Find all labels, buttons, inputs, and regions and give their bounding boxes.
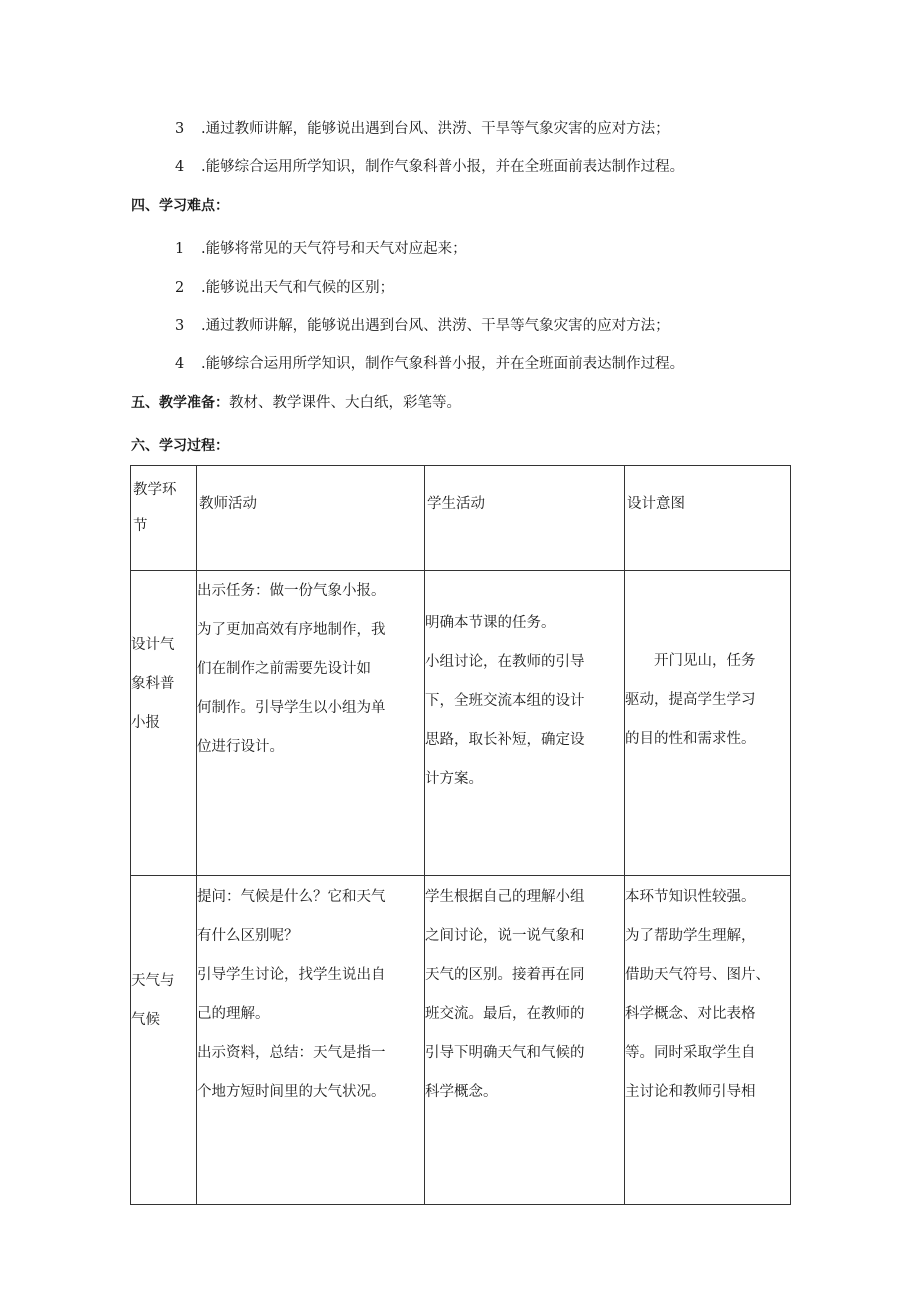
preparation-text: 教材、教学课件、大白纸，彩笔等。 [229,395,461,411]
student-line: 学生根据自己的理解小组 [425,889,585,905]
difficulty-text: .能够综合运用所学知识，制作气象科普小报，并在全班面前表达制作过程。 [201,356,685,372]
objective-num: 4 [175,159,185,175]
difficulty-text: .通过教师讲解，能够说出遇到台风、洪涝、干旱等气象灾害的应对方法； [201,318,670,334]
header-teacher: 教师活动 [197,466,425,571]
student-line: 之间讨论，说一说气象和 [425,928,585,944]
table-row [131,571,791,876]
teacher-line: 个地方短时间里的大气状况。 [197,1084,386,1100]
intent-line: 等。同时采取学生自 [625,1045,756,1061]
header-stage-line: 节 [133,518,148,534]
difficulty-item-1 [175,239,467,259]
student-line: 明确本节课的任务。 [425,615,556,631]
student-line: 计方案。 [425,771,483,787]
teacher-line: 出示任务：做一份气象小报。 [197,583,386,599]
teacher-line: 们在制作之前需要先设计如 [197,661,371,677]
table-header-row [131,466,791,571]
stage-line: 天气与 [131,973,175,989]
stage-line: 气候 [131,1012,160,1028]
preparation-heading: 五、教学准备： [131,395,229,411]
student-line: 天气的区别。接着再在同 [425,967,585,983]
difficulty-num: 3 [175,318,185,334]
objective-item-3 [175,119,670,139]
intent-line: 为了帮助学生理解， [625,928,756,944]
objective-item-4 [175,157,684,177]
student-line: 科学概念。 [425,1084,498,1100]
teacher-cell [197,571,425,876]
difficulty-item-2 [175,278,394,298]
difficulty-item-3 [175,316,670,336]
teacher-line: 位进行设计。 [197,739,284,755]
teacher-cell [197,876,425,1205]
intent-line: 科学概念、对比表格 [625,1006,756,1022]
intent-line: 驱动，提高学生学习 [625,692,756,708]
intent-line: 开门见山，任务 [625,653,756,669]
student-line: 思路，取长补短，确定设 [425,732,585,748]
difficulty-text: .能够将常见的天气符号和天气对应起来； [201,241,467,257]
student-cell [425,876,625,1205]
stage-cell [131,876,197,1205]
student-line: 班交流。最后，在教师的 [425,1006,585,1022]
header-student: 学生活动 [425,466,625,571]
student-cell [425,571,625,876]
difficulty-text: .能够说出天气和气候的区别； [201,280,395,296]
difficulties-heading: 四、学习难点： [131,198,229,214]
objective-num: 3 [175,121,185,137]
teacher-line: 引导学生讨论，找学生说出自 [197,967,386,983]
intent-cell [625,876,791,1205]
preparation-line [131,393,461,413]
student-line: 小组讨论，在教师的引导 [425,654,585,670]
stage-line: 设计气 [131,637,175,653]
intent-line: 的目的性和需求性。 [625,731,756,747]
teacher-line: 出示资料，总结：天气是指一 [197,1045,386,1061]
intent-cell [625,571,791,876]
header-stage-line: 教学环 [133,482,177,498]
difficulty-num: 1 [175,241,185,257]
intent-line: 借助天气符号、图片、 [625,967,770,983]
header-intent: 设计意图 [625,466,791,571]
table-row [131,876,791,1205]
stage-line: 小报 [131,715,160,731]
teacher-line: 己的理解。 [197,1006,270,1022]
student-line: 引导下明确天气和气候的 [425,1045,585,1061]
stage-line: 象科普 [131,676,175,692]
intent-line: 本环节知识性较强。 [625,889,756,905]
process-heading: 六、学习过程： [131,438,229,454]
teacher-line: 提问：气候是什么？它和天气 [197,889,386,905]
process-table [130,465,791,1205]
difficulty-num: 2 [175,280,185,296]
teacher-line: 为了更加高效有序地制作，我 [197,622,386,638]
teacher-line: 何制作。引导学生以小组为单 [197,700,386,716]
objective-text: .通过教师讲解，能够说出遇到台风、洪涝、干旱等气象灾害的应对方法； [201,121,670,137]
stage-cell [131,571,197,876]
teacher-line: 有什么区别呢？ [197,928,299,944]
intent-line: 主讨论和教师引导相 [625,1084,756,1100]
difficulty-num: 4 [175,356,185,372]
objective-text: .能够综合运用所学知识，制作气象科普小报，并在全班面前表达制作过程。 [201,159,685,175]
student-line: 下，全班交流本组的设计 [425,693,585,709]
difficulty-item-4 [175,354,684,374]
header-stage [131,466,197,571]
